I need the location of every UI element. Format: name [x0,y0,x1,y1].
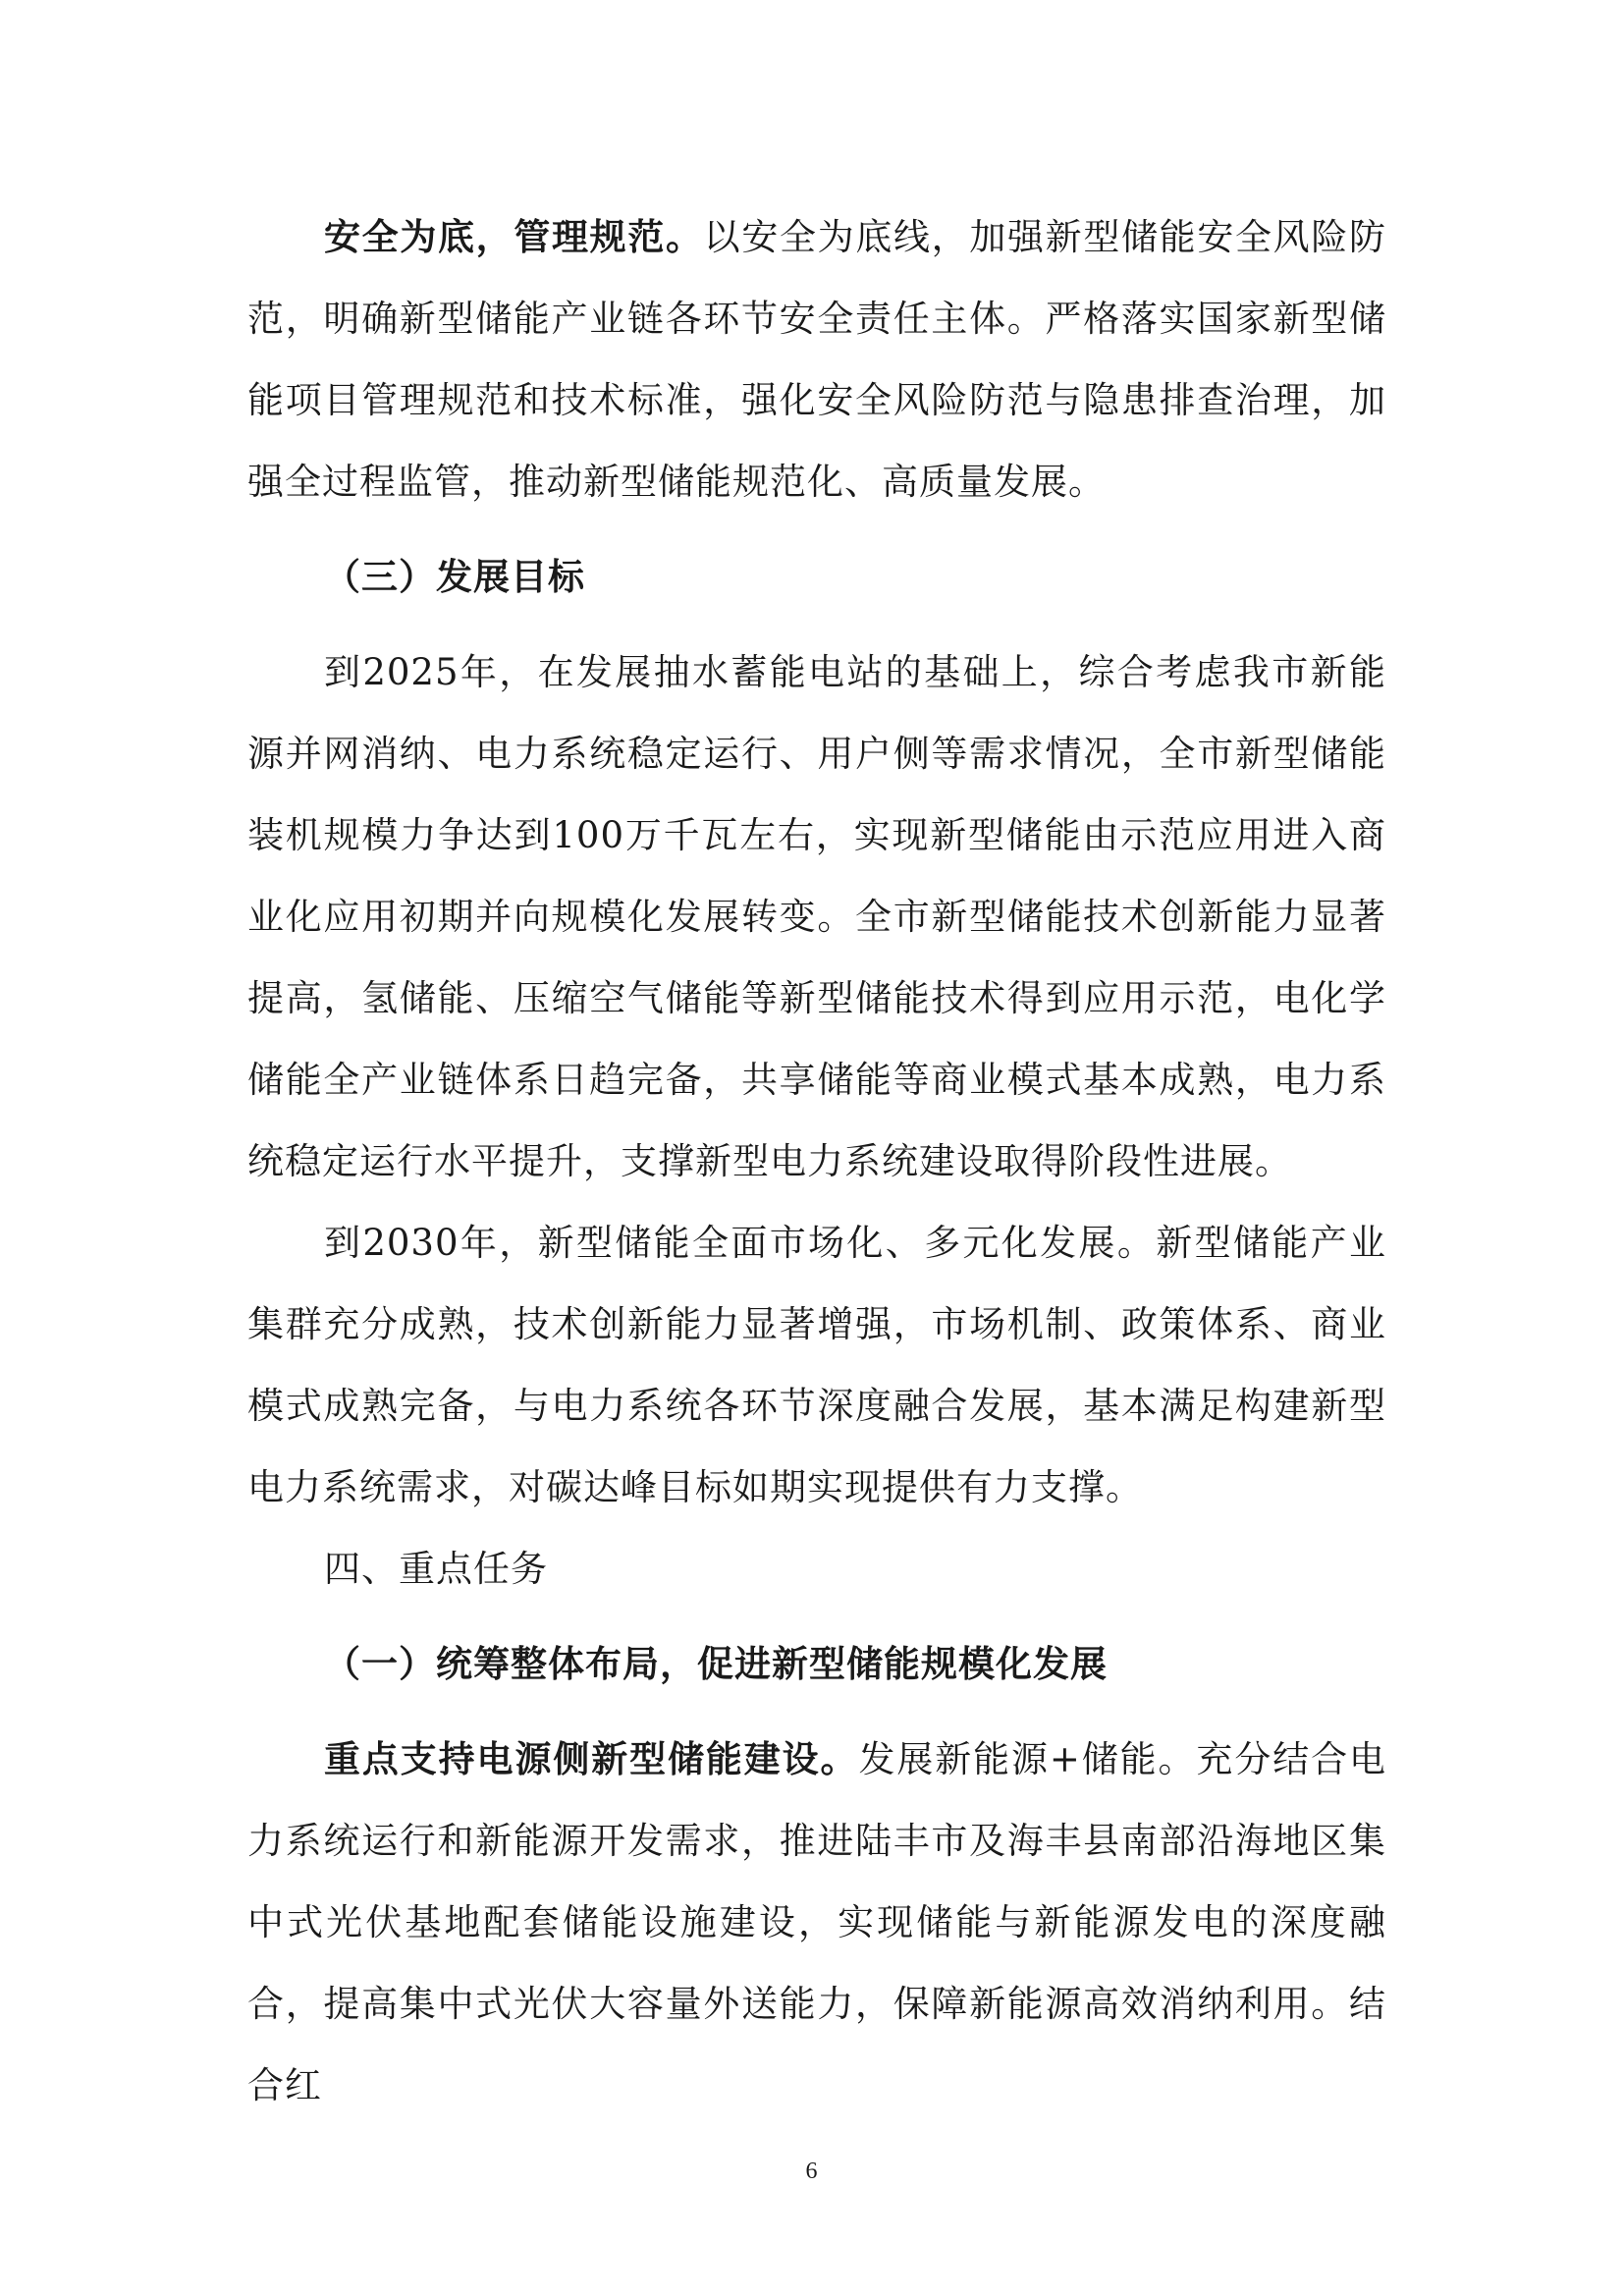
paragraph-goal-2025: 到2025年，在发展抽水蓄能电站的基础上，综合考虑我市新能源并网消纳、电力系统稳定运行、用户侧等需求情况，全市新型储能装机规模力争达到100万千瓦左右，实现新型储能由示范应用进入商业化应用初期并向规模化发展转变。全市新型储能技术创新能力显著提高，氢储能、压缩空气储能等新型储能技术得到应用示范，电化学储能全产业链体系日趋完备，共享储能等商业模式基本成熟，电力系统稳定运行水平提升，支撑新型电力系统建设取得阶段性进展。 [247,651,1386,1182]
paragraph-goal-2030: 到2030年，新型储能全面市场化、多元化发展。新型储能产业集群充分成熟，技术创新能力显著增强，市场机制、政策体系、商业模式成熟完备，与电力系统各环节深度融合发展，基本满足构建新型电力系统需求，对碳达峰目标如期实现提供有力支撑。 [247,1222,1386,1508]
chapter-heading-key-tasks: 四、重点任务 [324,1548,548,1590]
section-heading-overall-layout: （一）统筹整体布局，促进新型储能规模化发展 [324,1642,1108,1685]
paragraph-safety-management [247,196,1386,522]
paragraph-text-safety: 以安全为底线，加强新型储能安全风险防范，明确新型储能产业链各环节安全责任主体。严格落实国家新型储能项目管理规范和技术标准，强化安全风险防范与隐患排查治理，加强全过程监管，推动新型储能规范化、高质量发展。 [247,216,1387,503]
paragraph-lead-safety: 安全为底，管理规范。 [324,215,704,258]
paragraph-power-side-storage [247,1719,1386,2126]
paragraph-text-power-side: 发展新能源+储能。充分结合电力系统运行和新能源开发需求，推进陆丰市及海丰县南部沿海地区集中式光伏基地配套储能设施建设，实现储能与新能源发电的深度融合，提高集中式光伏大容量外送能力，保障新能源高效消纳利用。结合红 [247,1738,1386,2106]
paragraph-lead-power-side: 重点支持电源侧新型储能建设。 [324,1737,859,1780]
section-heading-development-goals: （三）发展目标 [324,555,585,598]
page-number: 6 [805,2159,818,2184]
document-page [247,196,1386,2126]
